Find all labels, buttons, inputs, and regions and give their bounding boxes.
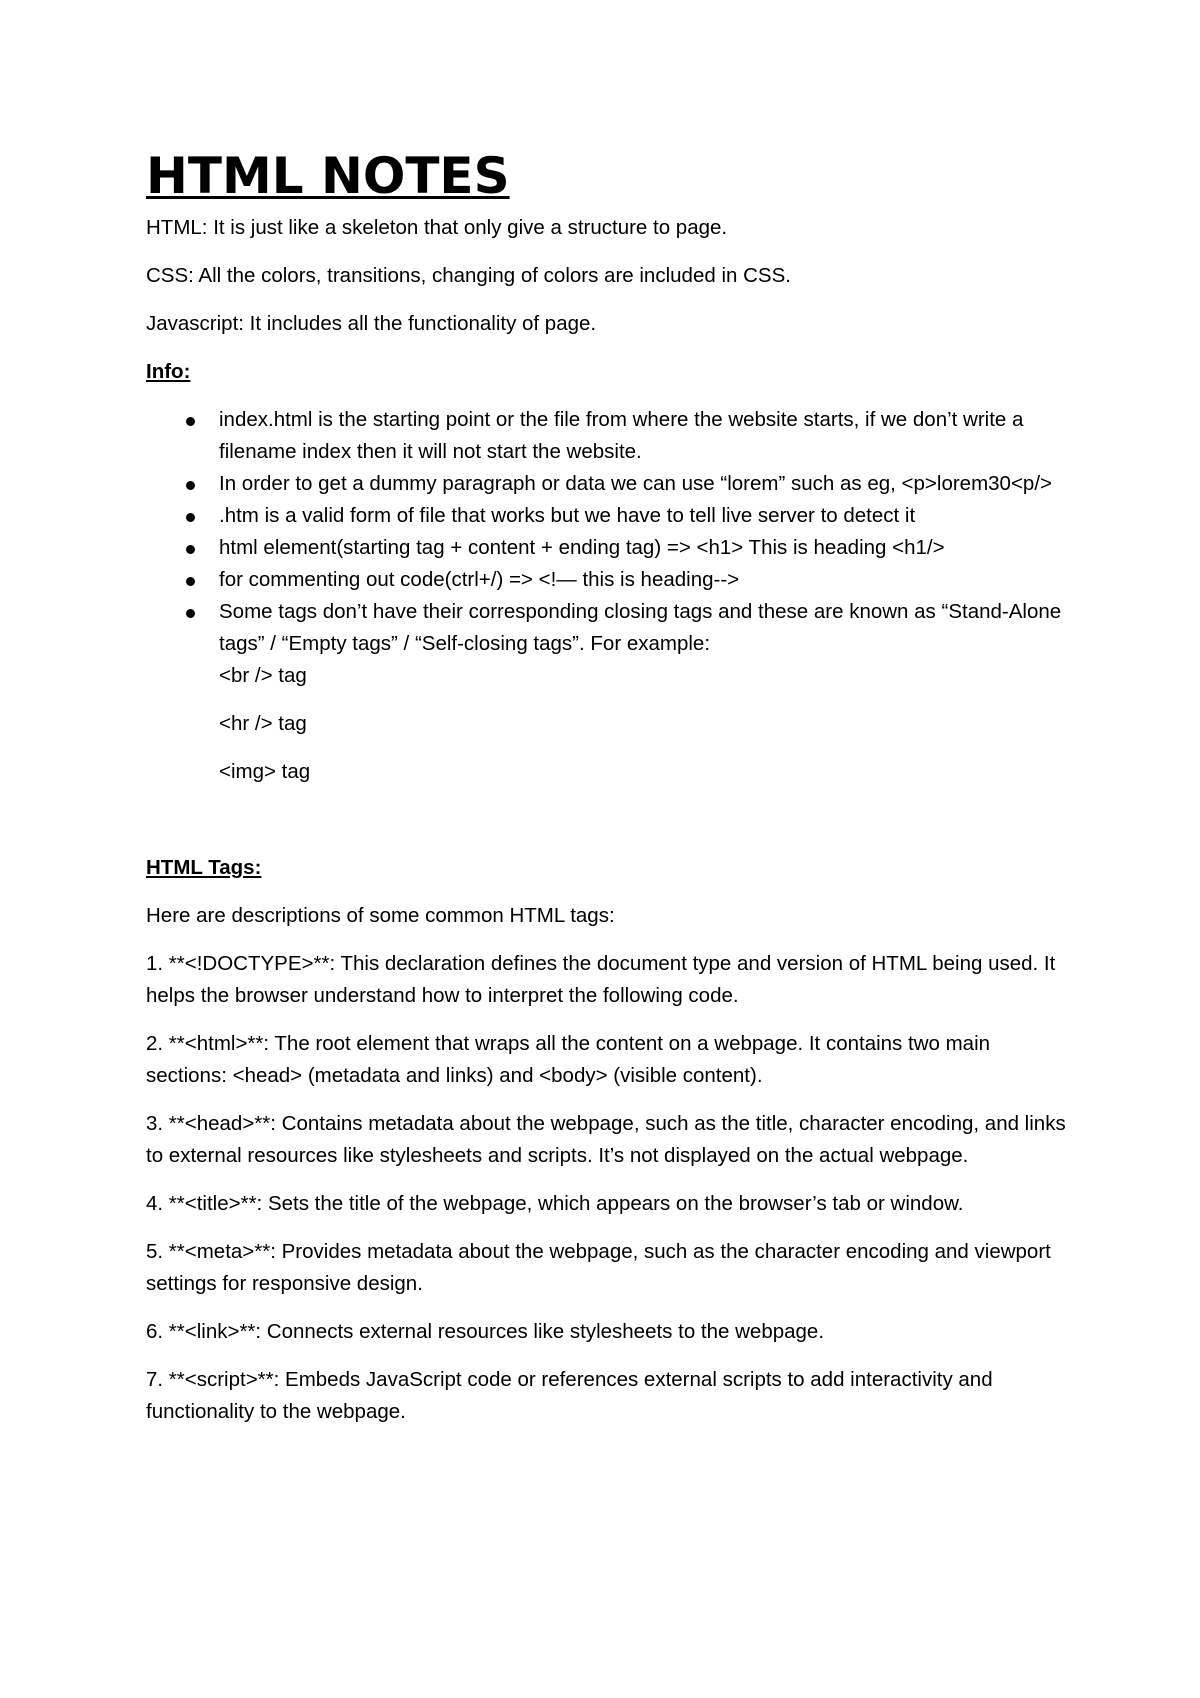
info-heading: Info: xyxy=(146,360,191,383)
info-item-text: .htm is a valid form of file that works but we have to tell live server to detect it xyxy=(219,504,916,527)
info-item-text: for commenting out code(ctrl+/) => <!— this is heading--> xyxy=(219,568,740,591)
tag-description-html: 2. **<html>**: The root element that wraps all the content on a webpage. It contains two main sections: <head> (metadata and links) and <body> (visible content). xyxy=(146,1032,991,1087)
list-item xyxy=(146,500,1076,532)
intro-css: CSS: All the colors, transitions, changing of colors are included in CSS. xyxy=(146,264,791,287)
bullet-icon xyxy=(186,577,195,586)
list-item xyxy=(146,404,1076,468)
tag-description-link: 6. **<link>**: Connects external resources like stylesheets to the webpage. xyxy=(146,1320,825,1343)
section-spacer xyxy=(146,804,1076,852)
tag-description-head: 3. **<head>**: Contains metadata about the webpage, such as the title, character encoding, and links to external resources like stylesheets and scripts. It’s not displayed on the actual webpage. xyxy=(146,1112,1066,1167)
list-item xyxy=(146,532,1076,564)
list-item xyxy=(146,564,1076,596)
intro-javascript: Javascript: It includes all the functionality of page. xyxy=(146,312,597,335)
document-title: HTML NOTES xyxy=(146,147,510,205)
tag-description-meta: 5. **<meta>**: Provides metadata about the webpage, such as the character encoding and viewport settings for responsive design. xyxy=(146,1240,1051,1295)
bullet-icon xyxy=(186,417,195,426)
info-item-text: html element(starting tag + content + ending tag) => <h1> This is heading <h1/> xyxy=(219,536,945,559)
list-item xyxy=(146,468,1076,500)
example-hr-tag: <hr /> tag xyxy=(219,712,307,735)
bullet-icon xyxy=(186,513,195,522)
info-item-text: index.html is the starting point or the file from where the website starts, if we don’t write a filename index then it will not start the website. xyxy=(219,408,1024,463)
info-item-text: In order to get a dummy paragraph or data we can use “lorem” such as eg, <p>lorem30<p/> xyxy=(219,472,1052,495)
bullet-icon xyxy=(186,609,195,618)
list-item xyxy=(146,596,1076,788)
tags-intro: Here are descriptions of some common HTML tags: xyxy=(146,904,615,927)
example-img-tag: <img> tag xyxy=(219,760,311,783)
example-br-tag: <br /> tag xyxy=(219,664,307,687)
intro-html: HTML: It is just like a skeleton that only give a structure to page. xyxy=(146,216,728,239)
tag-description-title: 4. **<title>**: Sets the title of the webpage, which appears on the browser’s tab or window. xyxy=(146,1192,964,1215)
document-body xyxy=(146,212,1076,1444)
bullet-icon xyxy=(186,545,195,554)
info-list xyxy=(146,404,1076,788)
tag-description-doctype: 1. **<!DOCTYPE>**: This declaration defines the document type and version of HTML being used. It helps the browser understand how to interpret the following code. xyxy=(146,952,1056,1007)
tag-description-script: 7. **<script>**: Embeds JavaScript code or references external scripts to add interactivity and functionality to the webpage. xyxy=(146,1368,993,1423)
bullet-icon xyxy=(186,481,195,490)
tags-heading: HTML Tags: xyxy=(146,856,262,879)
info-item-text: Some tags don’t have their corresponding closing tags and these are known as “Stand-Alone tags” / “Empty tags” / “Self-closing tags”. For example: xyxy=(219,600,1062,655)
